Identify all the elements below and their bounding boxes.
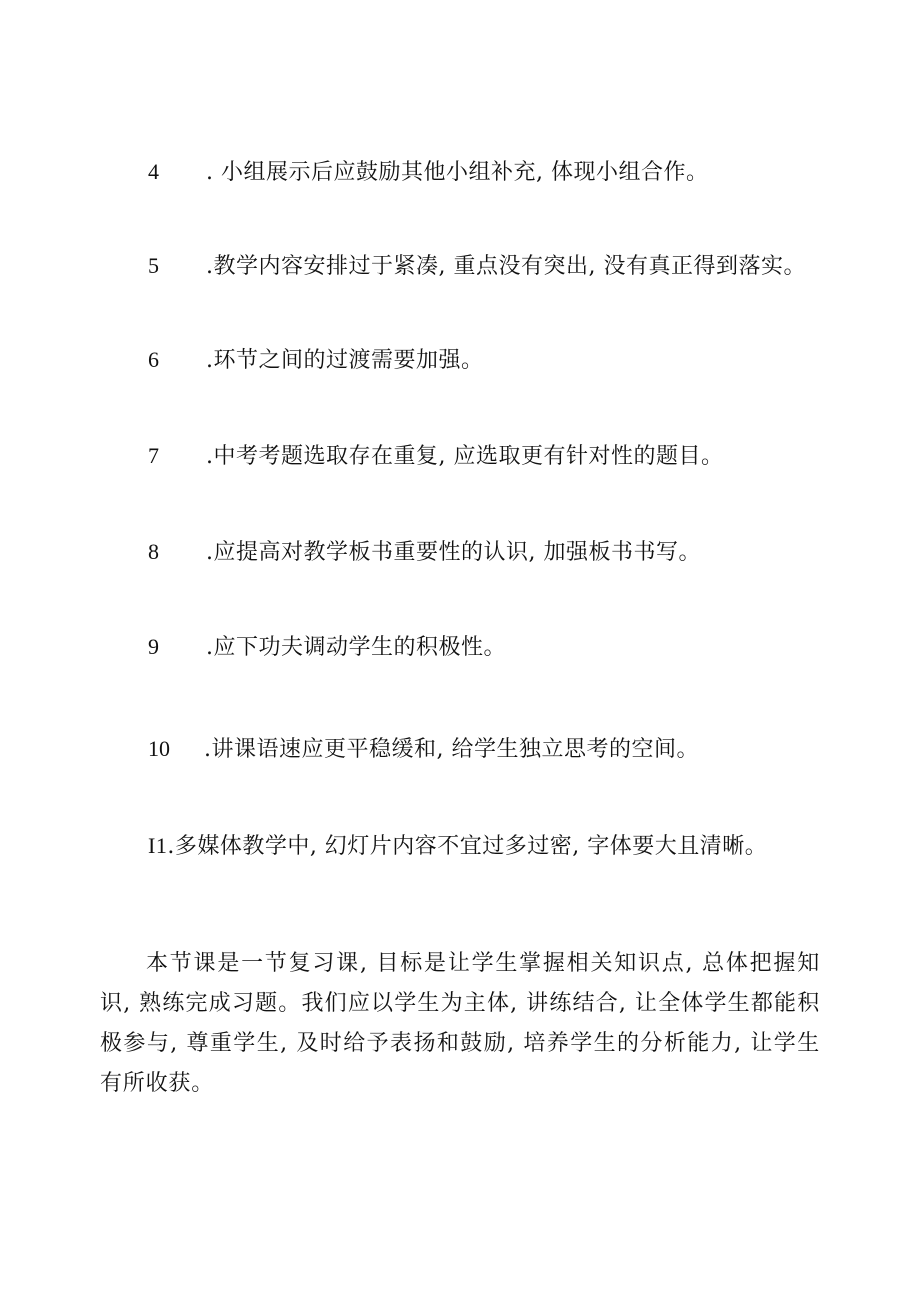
list-item-text: .中考考题选取存在重复, 应选取更有针对性的题目。 bbox=[206, 444, 724, 469]
list-item-text: .讲课语速应更平稳缓和, 给学生独立思考的空间。 bbox=[204, 737, 699, 762]
list-item-number: 8 bbox=[148, 539, 159, 564]
list-item-text: .多媒体教学中, 幻灯片内容不宜过多过密, 字体要大且清晰。 bbox=[167, 834, 768, 859]
list-item bbox=[148, 826, 767, 866]
list-item bbox=[148, 532, 701, 572]
list-item-number: 5 bbox=[148, 253, 159, 278]
list-item-text: .应提高对教学板书重要性的认识, 加强板书书写。 bbox=[206, 540, 701, 565]
list-item-text: .环节之间的过渡需要加强。 bbox=[206, 348, 484, 373]
list-item-number: I1 bbox=[148, 833, 168, 858]
summary-paragraph: 本节课是一节复习课, 目标是让学生掌握相关知识点, 总体把握知识, 熟练完成习题。我们应以学生为主体, 讲练结合, 让全体学生都能积极参与, 尊重学生, 及时给予表扬和鼓励, 培养学生的分析能力, 让学生有所收获。 bbox=[100, 951, 820, 1096]
list-item-text: .教学内容安排过于紧凑, 重点没有突出, 没有真正得到落实。 bbox=[206, 254, 806, 279]
list-item bbox=[148, 246, 806, 286]
list-item-number: 9 bbox=[148, 634, 159, 659]
list-item bbox=[148, 627, 506, 667]
list-item bbox=[148, 340, 484, 380]
list-item-number: 6 bbox=[148, 347, 159, 372]
list-item-text: .应下功夫调动学生的积极性。 bbox=[206, 635, 506, 660]
list-item bbox=[148, 436, 723, 476]
list-item-text: . 小组展示后应鼓励其他小组补充, 体现小组合作。 bbox=[206, 160, 709, 185]
list-item bbox=[148, 152, 708, 192]
list-item-number: 10 bbox=[148, 736, 170, 761]
list-item-number: 7 bbox=[148, 443, 159, 468]
list-item bbox=[148, 729, 699, 769]
list-item-number: 4 bbox=[148, 159, 159, 184]
